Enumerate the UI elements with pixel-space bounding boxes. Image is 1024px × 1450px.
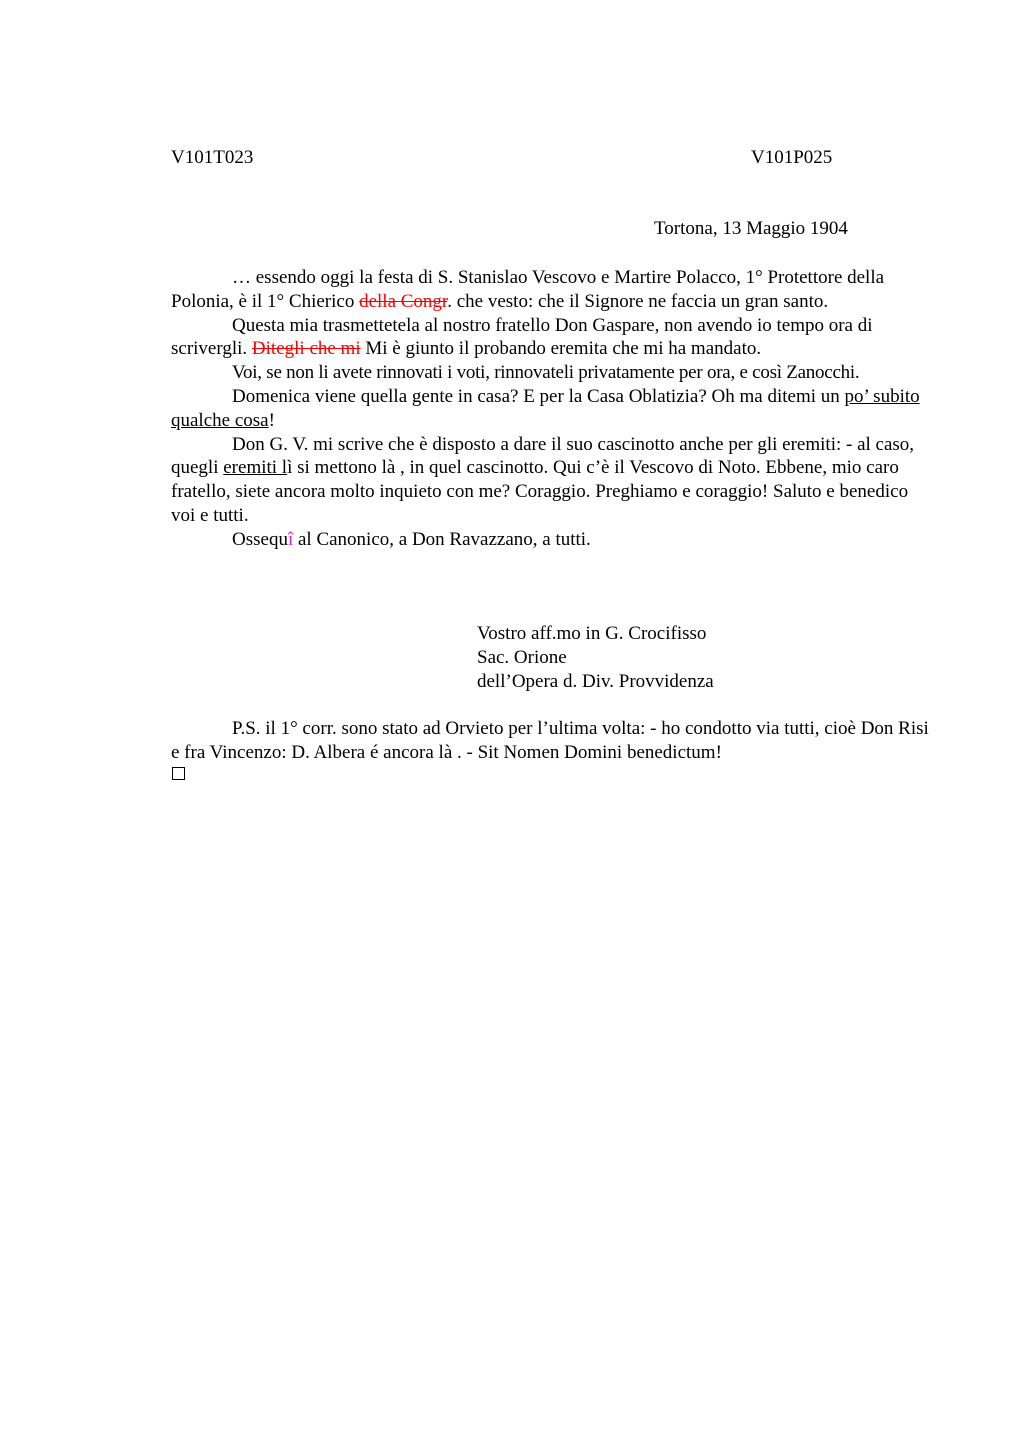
paragraph-6-text-b: al Canonico, a Don Ravazzano, a tutti. [293, 528, 591, 550]
paragraph-6-text-a: Ossequ [232, 528, 288, 550]
postscript [171, 717, 933, 765]
underlined-text: eremiti l [223, 457, 288, 479]
paragraph-4 [171, 385, 933, 433]
signature-line-3: dell’Opera d. Div. Provvidenza [477, 670, 714, 692]
paragraph-5-text-b: ì si mettono là , in quel cascinotto. Qui c’è il Vescovo di Noto. Ebbene, mio caro fratello, siete ancora molto inquieto con me? Coraggio. Preghiamo e coraggio! Saluto e benedico voi e tutti. [171, 457, 909, 526]
end-box-icon [172, 767, 185, 780]
highlighted-character: î [287, 528, 294, 550]
deleted-text: Ditegli che mi [251, 338, 361, 360]
paragraph-5-text-a: Don G. V. mi scrive che è disposto a dare il suo cascinotto anche per gli eremiti: - al caso, quegli [171, 433, 915, 479]
paragraph-4-text-a: Domenica viene quella gente in casa? E per la Casa Oblatizia? Oh ma ditemi un [232, 385, 845, 407]
place-date: Tortona, 13 Maggio 1904 [654, 218, 848, 239]
paragraph-4-text-b: ! [268, 409, 275, 431]
signature-block [477, 622, 714, 693]
paragraph-3: Voi, se non li avete rinnovati i voti, rinnovateli privatamente per ora, e così Zanocchi. [232, 362, 860, 384]
deleted-text: della Congr [359, 290, 448, 312]
document-code-right: V101P025 [751, 147, 833, 168]
paragraph-6 [171, 528, 933, 552]
postscript-text: P.S. il 1° corr. sono stato ad Orvieto per l’ultima volta: - ho condotto via tutti, cioè Don Risi e fra Vincenzo: D. Albera é ancora là . - Sit Nomen Domini benedictum! [171, 718, 929, 763]
paragraph-1-text-a: … essendo oggi la festa di S. Stanislao Vescovo e Martire Polacco, 1° Protettore della Polonia, è il 1° Chierico [171, 267, 885, 312]
letter-body [171, 266, 933, 552]
paragraph-1 [171, 266, 933, 314]
document-code-left: V101T023 [171, 147, 254, 168]
paragraph-5 [171, 433, 933, 528]
paragraph-2-text-a: Questa mia trasmettetela al nostro fratello Don Gaspare, non avendo io tempo ora di scrivergli. [171, 314, 873, 360]
signature-line-2: Sac. Orione [477, 646, 567, 668]
underlined-text: po’ subito qualche cosa [171, 385, 920, 431]
paragraph-2-text-b: Mi è giunto il probando eremita che mi ha mandato. [360, 338, 762, 360]
signature-line-1: Vostro aff.mo in G. Crocifisso [477, 623, 707, 644]
paragraph-2 [171, 314, 933, 362]
paragraph-1-text-b: . che vesto: che il Signore ne faccia un gran santo. [447, 290, 829, 312]
